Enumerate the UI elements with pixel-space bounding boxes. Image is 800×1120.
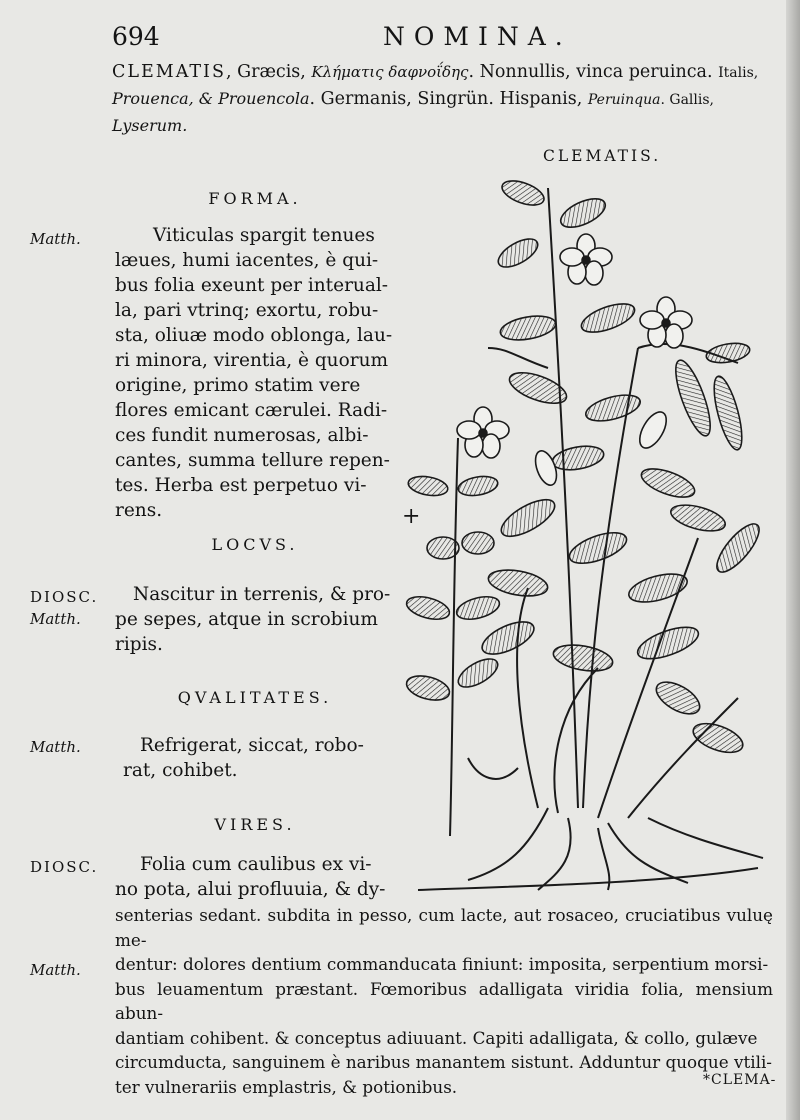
text-line: Folia cum caulibus ex vi- xyxy=(140,854,372,875)
margin-note-matth: Matth. xyxy=(30,961,81,979)
spanish-name: Peruinqua xyxy=(587,92,661,108)
text-line: pe sepes, atque in scrobium xyxy=(115,609,378,630)
text-line: Refrigerat, siccat, robo- xyxy=(140,735,364,756)
running-title: NOMINA. xyxy=(383,22,572,51)
text-line: tes. Herba est perpetuo vi- xyxy=(115,475,367,496)
section-heading-forma: FORMA. xyxy=(208,189,302,208)
section-heading-qualitates: QVALITATES. xyxy=(177,688,333,707)
text-line: Nascitur in terrenis, & pro- xyxy=(133,584,391,605)
intro-text: . Germanis, xyxy=(309,89,418,109)
text-line: ripis. xyxy=(115,634,163,655)
text-line: flores emicant cærulei. Radi- xyxy=(115,400,388,421)
text-line: Viticulas spargit tenues xyxy=(153,225,375,246)
forma-text xyxy=(115,223,395,523)
margin-note-matth: Matth. xyxy=(30,738,81,756)
section-heading-locus: LOCVS. xyxy=(211,535,299,554)
cross-mark: + xyxy=(402,504,421,529)
text-line: rat, cohibet. xyxy=(123,760,238,781)
intro-text: . Gallis, xyxy=(660,92,714,108)
text-line: cantes, summa tellure repen- xyxy=(115,450,390,471)
figure-caption: CLEMATIS. xyxy=(543,147,662,165)
text-line: ri minora, virentia, è quorum xyxy=(115,350,389,371)
text-line: dentur: dolores dentium commanducata finiunt: imposita, serpentium morsi- xyxy=(115,954,769,974)
intro-text: . Nonnullis, vinca peruinca. xyxy=(468,62,719,82)
french-name: Lyserum. xyxy=(112,116,188,135)
locus-text xyxy=(115,582,395,657)
text-line: rens. xyxy=(115,500,163,521)
margin-note-diosc: DIOSC. xyxy=(30,858,99,876)
text-line: no pota, alui profluuia, & dy- xyxy=(115,879,386,900)
qualitates-text xyxy=(115,733,395,783)
vires-text-top xyxy=(115,852,405,902)
text-line: senterias sedant. subdita in pesso, cum lacte, aut rosaceo, cruciatibus vuluę me- xyxy=(115,905,773,950)
intro-text: Italis, xyxy=(718,65,759,81)
text-line: origine, primo statim vere xyxy=(115,375,361,396)
margin-note-matth: Matth. xyxy=(30,230,81,248)
text-line: ter vulnerariis emplastris, & potionibus. xyxy=(115,1076,458,1097)
clematis-woodcut-illustration xyxy=(398,168,778,898)
intro-text: , Græcis, xyxy=(225,62,312,82)
text-line: sta, oliuæ modo oblonga, lau- xyxy=(115,325,393,346)
margin-note-matth: Matth. xyxy=(30,610,81,628)
text-line: ces fundit numerosas, albi- xyxy=(115,425,369,446)
page-edge-shadow xyxy=(786,0,800,1120)
greek-name: Κλήματις δαφνοΐδης xyxy=(311,63,469,81)
text-line: la, pari vtrinq; exortu, robu- xyxy=(115,300,379,321)
vires-text-full xyxy=(115,903,773,1099)
italian-names: Prouenca, & Prouencola xyxy=(112,89,310,108)
plant-name: CLEMATIS xyxy=(112,62,226,82)
section-heading-vires: VIRES. xyxy=(214,815,296,834)
text-line: bus leuamentum præstant. Fœmoribus adalligata viridia folia, mensium abun- xyxy=(115,978,773,1023)
text-line: læues, humi iacentes, è qui- xyxy=(115,250,379,271)
intro-text: . Hispanis, xyxy=(488,89,588,109)
margin-note-diosc: DIOSC. xyxy=(30,588,99,606)
text-line: dantiam cohibent. & conceptus adiuuant. Capiti adalligata, & collo, gulæve xyxy=(115,1027,758,1048)
page-number: 694 xyxy=(112,22,160,51)
text-line: bus folia exeunt per interual- xyxy=(115,275,389,296)
catchword: *CLEMA- xyxy=(703,1072,777,1088)
names-paragraph xyxy=(112,60,777,139)
text-line: circumducta, sanguinem è naribus manantem sistunt. Adduntur quoque vtili- xyxy=(115,1052,772,1072)
german-name: Singrün xyxy=(417,89,489,109)
